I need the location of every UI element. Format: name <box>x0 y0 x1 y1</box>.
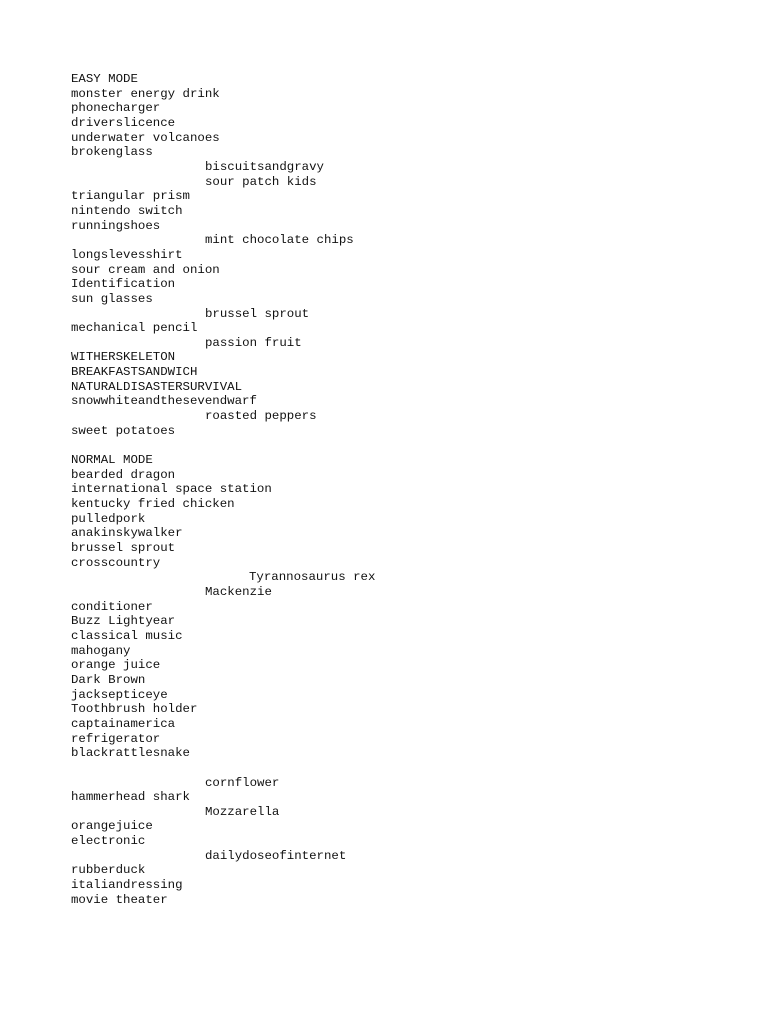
blank-line <box>71 761 751 776</box>
word-list-line: driverslicence <box>71 115 176 130</box>
document-text-body <box>71 72 751 907</box>
word-list-line: international space station <box>71 482 272 497</box>
word-list-line: triangular prism <box>71 189 190 204</box>
word-list-line: brokenglass <box>71 145 153 160</box>
word-list-line: snowwhiteandthesevendwarf <box>71 394 257 409</box>
word-list-line: brussel sprout <box>205 306 310 321</box>
word-list-line: rubberduck <box>71 863 146 878</box>
blank-line <box>71 438 751 453</box>
word-list-line: italiandressing <box>71 878 183 893</box>
word-list-line: mechanical pencil <box>71 321 198 336</box>
word-list-line: captainamerica <box>71 716 176 731</box>
word-list-line: NATURALDISASTERSURVIVAL <box>71 379 243 394</box>
word-list-line: movie theater <box>71 892 168 907</box>
word-list-line: kentucky fried chicken <box>71 497 235 512</box>
word-list-line: dailydoseofinternet <box>205 848 347 863</box>
word-list-line: BREAKFASTSANDWICH <box>71 365 198 380</box>
word-list-line: biscuitsandgravy <box>205 159 324 174</box>
word-list-line: Mozzarella <box>205 804 280 819</box>
word-list-line: longslevesshirt <box>71 247 183 262</box>
word-list-line: Dark Brown <box>71 672 146 687</box>
word-list-line: hammerhead shark <box>71 790 190 805</box>
word-list-line: brussel sprout <box>71 541 176 555</box>
word-list-line: conditioner <box>71 599 153 614</box>
word-list-line: blackrattlesnake <box>71 746 190 761</box>
word-list-line: crosscountry <box>71 555 161 570</box>
word-list-line: anakinskywalker <box>71 526 183 541</box>
word-list-line: Mackenzie <box>205 584 272 599</box>
word-list-line: underwater volcanoes <box>71 130 220 145</box>
word-list-line: WITHERSKELETON <box>71 350 176 365</box>
word-list-line: Toothbrush holder <box>71 702 198 717</box>
word-list-line: jacksepticeye <box>71 687 168 702</box>
word-list-line: sour cream and onion <box>71 262 220 277</box>
word-list-line: cornflower <box>205 775 280 790</box>
word-list-line: sun glasses <box>71 291 153 306</box>
word-list-line: bearded dragon <box>71 467 176 482</box>
word-list-line: refrigerator <box>71 731 161 746</box>
word-list-line: mint chocolate chips <box>205 233 354 248</box>
section-heading: EASY MODE <box>71 72 138 86</box>
word-list-line: roasted peppers <box>205 409 317 424</box>
word-list-line: classical music <box>71 628 183 643</box>
word-list-line: sour patch kids <box>205 174 317 189</box>
word-list-line: monster energy drink <box>71 86 220 101</box>
word-list-line: Tyrannosaurus rex <box>249 570 376 585</box>
word-list-line: Buzz Lightyear <box>71 614 176 629</box>
section-heading: NORMAL MODE <box>71 453 153 468</box>
word-list-line: orange juice <box>71 658 161 673</box>
word-list-line: phonecharger <box>71 101 161 116</box>
word-list-line: pulledpork <box>71 511 146 526</box>
word-list-line: runningshoes <box>71 218 161 233</box>
word-list-line: mahogany <box>71 643 131 658</box>
word-list-line: passion fruit <box>205 335 302 350</box>
word-list-line: electronic <box>71 834 146 849</box>
word-list-line: Identification <box>71 277 176 292</box>
word-list-line: orangejuice <box>71 819 153 834</box>
word-list-line: nintendo switch <box>71 203 183 218</box>
word-list-line: sweet potatoes <box>71 423 176 438</box>
